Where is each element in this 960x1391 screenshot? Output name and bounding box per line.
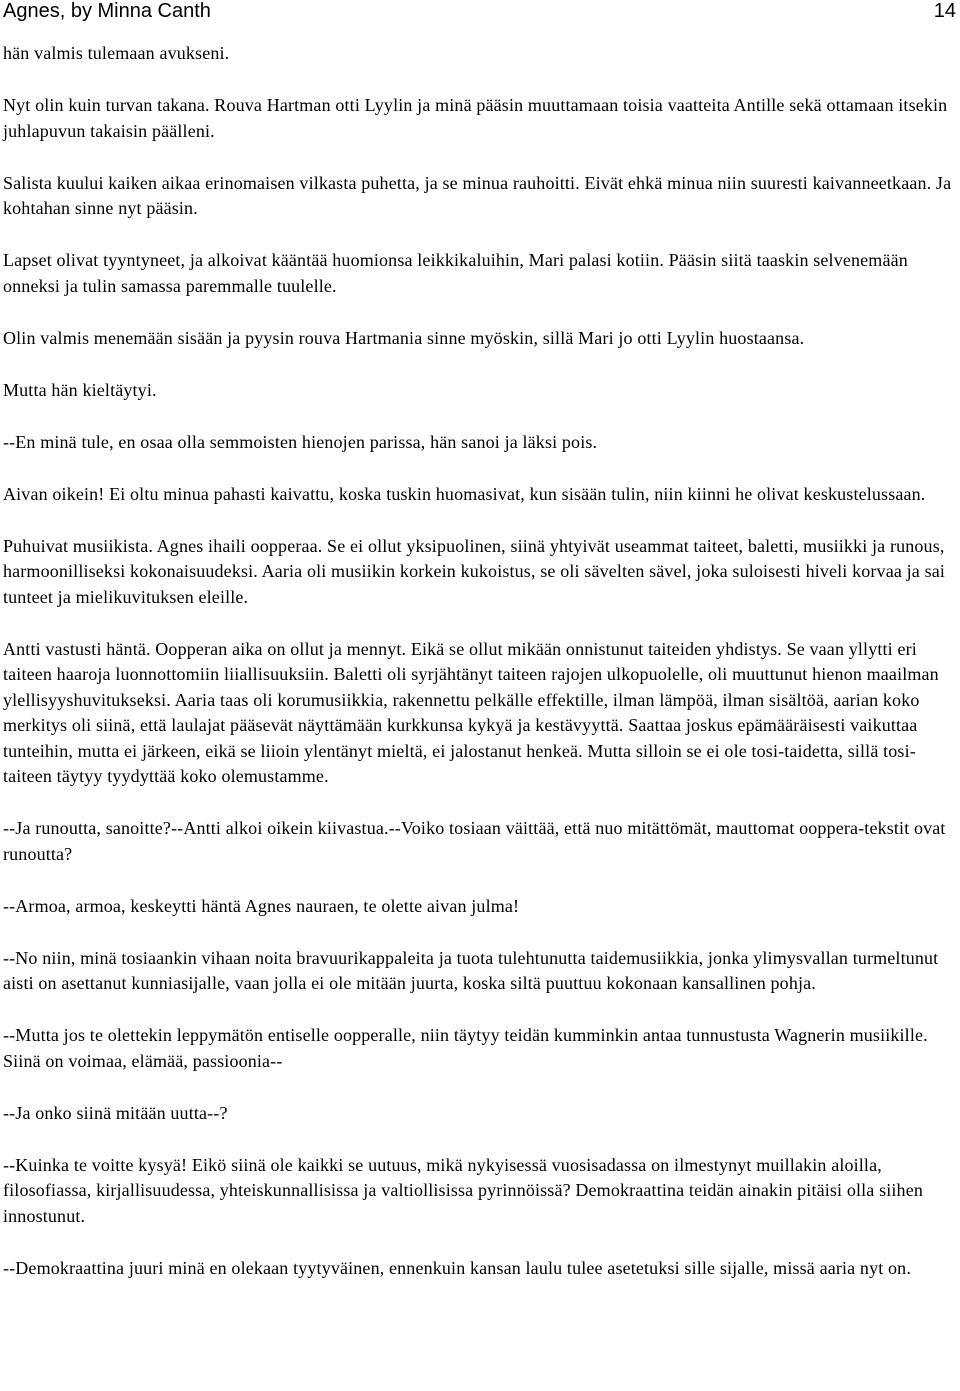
paragraph: Nyt olin kuin turvan takana. Rouva Hartman otti Lyylin ja minä pääsin muuttamaan toisia vaatteita Antille sekä ottamaan itsekin juhlapuvun takaisin päälleni. — [3, 95, 948, 141]
page-number: 14 — [933, 0, 956, 22]
page-header — [0, 0, 960, 24]
paragraph: Mutta hän kieltäytyi. — [3, 379, 157, 400]
book-title: Agnes, by Minna Canth — [3, 0, 211, 22]
paragraph: Antti vastusti häntä. Oopperan aika on ollut ja mennyt. Eikä se ollut mikään onnistunut taiteiden yhdistys. Se vaan yllytti eri taiteen haaroja luonnottomiin liiallisuuksiin. Baletti oli syrjähtänyt taiteen rajojen ulkopuolelle, oli muuttunut hienon maailman ylellisyyshuvitukseksi. Aaria taas oli korumusiikkia, rakennettu pelkälle effektille, ilman lämpöä, ilman sisältöä, aarian koko merkitys oli siinä, että laulajat pääsevät näyttämään kurkkunsa kykyä ja kestävyyttä. Saattaa joskus epämääräisesti vaikuttaa tunteihin, mutta ei järkeen, eikä se liioin ylentänyt mieltä, ei jalostanut henkeä. Mutta silloin se ei ole tosi-taidetta, sillä tosi-taiteen täytyy tyydyttää koko olemustamme. — [3, 638, 939, 786]
paragraph: --Ja onko siinä mitään uutta--? — [3, 1102, 228, 1123]
paragraph: --Mutta jos te olettekin leppymätön entiselle oopperalle, niin täytyy teidän kumminkin antaa tunnustusta Wagnerin musiikille. Siinä on voimaa, elämää, passioonia-- — [3, 1025, 928, 1071]
paragraph: Puhuivat musiikista. Agnes ihaili oopperaa. Se ei ollut yksipuolinen, siinä yhtyivät useammat taiteet, baletti, musiikki ja runous, harmoonilliseksi kokonaisuudeksi. Aaria oli musiikin korkein kukoistus, se oli sävelten sävel, joka suloisesti hiveli korvaa ja sai tunteet ja mielikuvituksen eleille. — [3, 535, 946, 607]
paragraph: --En minä tule, en osaa olla semmoisten hienojen parissa, hän sanoi ja läksi pois. — [3, 431, 598, 452]
paragraph: --Demokraattina juuri minä en olekaan tyytyväinen, ennenkuin kansan laulu tulee asetetuksi sille sijalle, missä aaria nyt on. — [3, 1257, 911, 1278]
paragraph: --No niin, minä tosiaankin vihaan noita bravuurikappaleita ja tuota tulehtunutta taidemusiikkia, jonka ylimysvallan turmeltunut aisti on asettanut kunniasijalle, vaan jolla ei ole mitään juurta, koska siltä puuttuu kokonaan kansallinen pohja. — [3, 947, 939, 993]
paragraph: Salista kuului kaiken aikaa erinomaisen vilkasta puhetta, ja se minua rauhoitti. Eivät ehkä minua niin suuresti kaivanneetkaan. Ja kohtahan sinne nyt pääsin. — [3, 172, 952, 218]
paragraph: Aivan oikein! Ei oltu minua pahasti kaivattu, koska tuskin huomasivat, kun sisään tulin, niin kiinni he olivat keskustelussaan. — [3, 483, 926, 504]
paragraph: hän valmis tulemaan avukseni. — [3, 43, 230, 63]
paragraph: --Kuinka te voitte kysyä! Eikö siinä ole kaikki se uutuus, mikä nykyisessä vuosisadassa on ilmestynyt muillakin aloilla, filosofiassa, kirjallisuudessa, yhteiskunnallisissa ja valtiollisissa pyrinnöissä? Demokraattina teidän ainakin pitäisi olla siihen innostunut. — [3, 1154, 923, 1226]
paragraph: Lapset olivat tyyntyneet, ja alkoivat kääntää huomionsa leikkikaluihin, Mari palasi kotiin. Pääsin siitä taaskin selvenemään onneksi ja tulin samassa paremmalle tuulelle. — [3, 250, 908, 296]
paragraph: --Armoa, armoa, keskeytti häntä Agnes nauraen, te olette aivan julma! — [3, 895, 520, 916]
paragraph: --Ja runoutta, sanoitte?--Antti alkoi oikein kiivastua.--Voiko tosiaan väittää, että nuo mitättömät, mauttomat ooppera-tekstit ovat runoutta? — [3, 818, 946, 864]
paragraph: Olin valmis menemään sisään ja pyysin rouva Hartmania sinne myöskin, sillä Mari jo otti Lyylin huostaansa. — [3, 327, 805, 348]
book-text — [3, 41, 959, 1308]
